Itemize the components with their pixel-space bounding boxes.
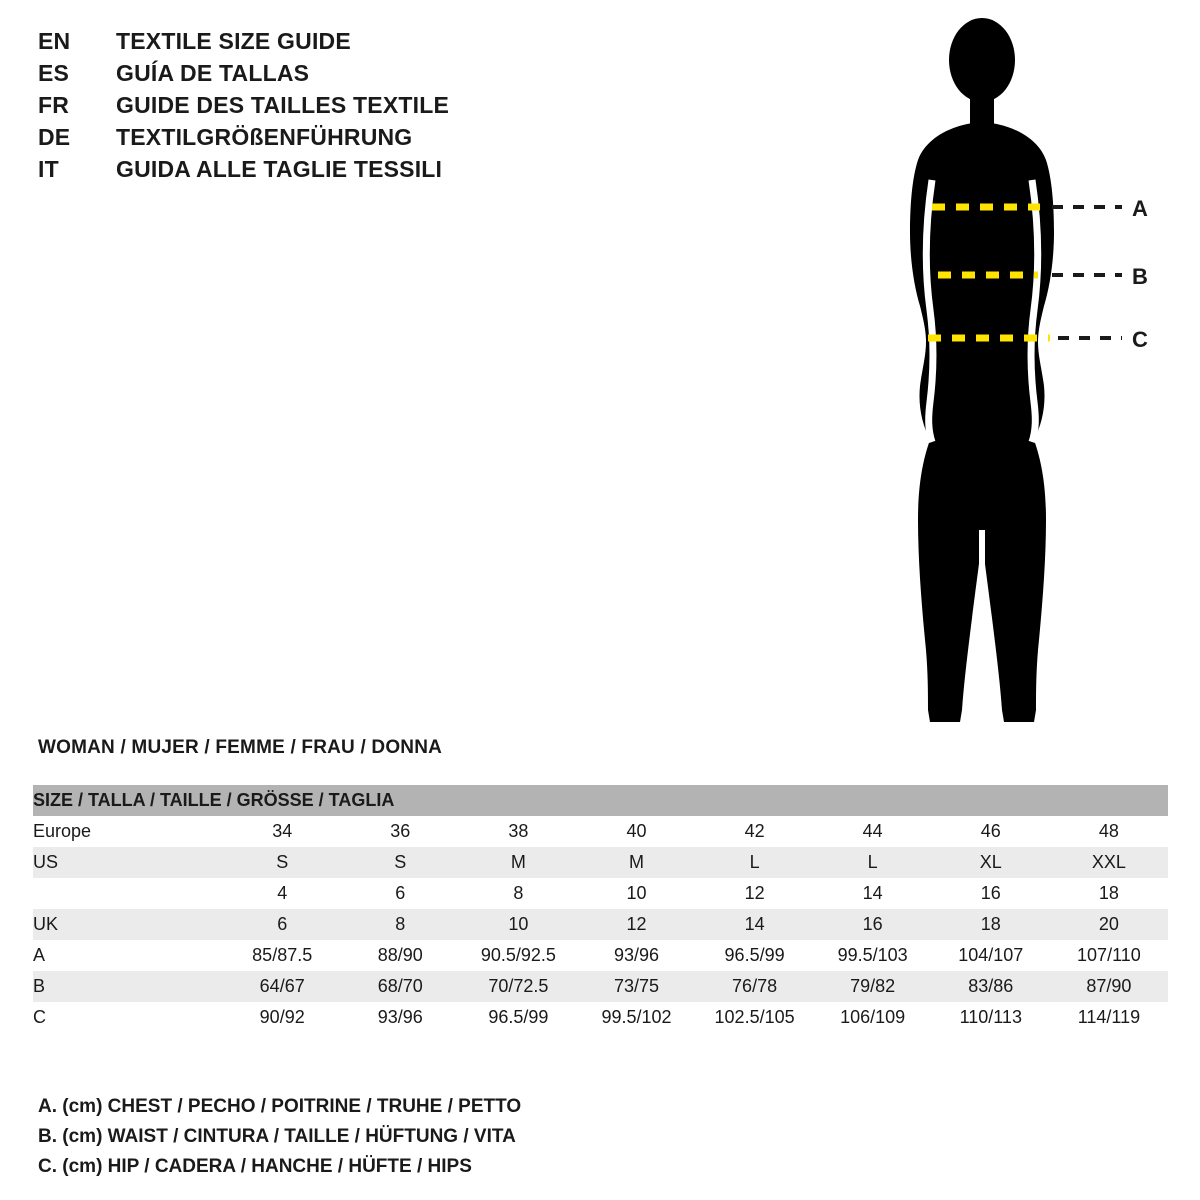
table-cell: 12 [744, 883, 765, 903]
table-cell: 93/96 [613, 945, 659, 965]
table-cell: 99.5/103 [837, 945, 908, 965]
title-row [38, 156, 598, 188]
table-cell: 64/67 [259, 976, 305, 996]
title-text: GUIDE DES TAILLES TEXTILE [116, 92, 449, 118]
title-text: GUÍA DE TALLAS [116, 60, 310, 86]
table-cell: 48 [1098, 821, 1119, 841]
table-cell: 79/82 [850, 976, 896, 996]
table-cell: 96.5/99 [724, 945, 785, 965]
female-silhouette-figure [860, 10, 1190, 750]
table-cell: 16 [980, 883, 1001, 903]
title-lang-code: ES [38, 60, 70, 86]
footnotes [38, 1092, 738, 1182]
title-text: TEXTILGRÖßENFÜHRUNG [116, 124, 413, 150]
footnote-hip: C. (cm) HIP / CADERA / HANCHE / HÜFTE / HIPS [38, 1156, 472, 1177]
table-cell: 73/75 [613, 976, 659, 996]
table-cell: 68/70 [377, 976, 423, 996]
table-cell: 6 [277, 914, 288, 934]
table-cell: 40 [626, 821, 647, 841]
table-cell: 104/107 [958, 945, 1024, 965]
leader-lines [1052, 207, 1122, 338]
table-cell: 42 [744, 821, 765, 841]
title-row [38, 92, 598, 124]
table-cell: 114/119 [1077, 1007, 1141, 1027]
table-cell: 44 [862, 821, 883, 841]
size-table [33, 785, 1168, 1033]
table-cell: 90.5/92.5 [480, 945, 556, 965]
table-cell: 110/113 [959, 1007, 1022, 1027]
section-heading: WOMAN / MUJER / FEMME / FRAU / DONNA [38, 737, 443, 758]
marker-label-b: B [1132, 264, 1148, 289]
title-text: TEXTILE SIZE GUIDE [116, 28, 351, 54]
table-cell: 87/90 [1086, 976, 1132, 996]
table-cell: 14 [744, 914, 765, 934]
title-row [38, 60, 598, 92]
row-label: B [33, 976, 46, 996]
row-label [33, 878, 223, 909]
silhouette-svg [860, 10, 1190, 750]
marker-label-a: A [1132, 196, 1148, 221]
footnote-chest: A. (cm) CHEST / PECHO / POITRINE / TRUHE / PETTO [38, 1096, 522, 1117]
table-cell: 14 [862, 883, 883, 903]
table-cell: M [628, 852, 644, 872]
table-row [33, 909, 1168, 940]
table-cell: S [394, 852, 407, 872]
table-cell: 18 [980, 914, 1001, 934]
table-cell: L [749, 852, 760, 872]
title-text: GUIDA ALLE TAGLIE TESSILI [116, 156, 443, 182]
title-lang-code: EN [38, 28, 71, 54]
table-cell: 8 [395, 914, 406, 934]
table-cell: S [276, 852, 289, 872]
title-lang-code: FR [38, 92, 70, 118]
table-cell: 90/92 [259, 1007, 305, 1027]
row-label: Europe [33, 821, 92, 841]
table-cell: 107/110 [1077, 945, 1141, 965]
table-cell: 20 [1098, 914, 1119, 934]
table-cell: 93/96 [377, 1007, 423, 1027]
table-cell: L [867, 852, 878, 872]
table-cell: 18 [1098, 883, 1119, 903]
marker-label-c: C [1132, 327, 1148, 352]
row-label: A [33, 945, 46, 965]
table-cell: 102.5/105 [714, 1007, 795, 1027]
title-block [38, 28, 598, 188]
table-cell: 10 [626, 883, 647, 903]
table-cell: 85/87.5 [252, 945, 313, 965]
row-label: C [33, 1007, 46, 1027]
table-cell: 38 [508, 821, 529, 841]
table-cell: 99.5/102 [601, 1007, 672, 1027]
table-cell: 46 [980, 821, 1001, 841]
title-row [38, 28, 598, 60]
table-header-cell: SIZE / TALLA / TAILLE / GRÖSSE / TAGLIA [33, 790, 395, 810]
table-cell: 36 [390, 821, 411, 841]
table-cell: 12 [626, 914, 647, 934]
row-label: UK [33, 914, 59, 934]
table-cell: 96.5/99 [488, 1007, 549, 1027]
title-lang-code: IT [38, 156, 59, 182]
table-cell: 10 [508, 914, 529, 934]
title-lang-code: DE [38, 124, 71, 150]
table-cell: 76/78 [732, 976, 778, 996]
table-cell: 4 [277, 883, 288, 903]
table-row [33, 847, 1168, 878]
table-cell: XXL [1091, 852, 1126, 872]
table-cell: 34 [272, 821, 293, 841]
table-header-row [33, 785, 1168, 816]
table-row [33, 971, 1168, 1002]
table-cell: 6 [395, 883, 406, 903]
table-cell: 16 [862, 914, 883, 934]
table-cell: 88/90 [377, 945, 423, 965]
row-label: US [33, 852, 59, 872]
table-row [33, 940, 1168, 971]
title-row [38, 124, 598, 156]
footnote-waist: B. (cm) WAIST / CINTURA / TAILLE / HÜFTUNG / VITA [38, 1126, 516, 1147]
table-row [33, 816, 1168, 847]
table-cell: 106/109 [840, 1007, 906, 1027]
table-cell: 70/72.5 [488, 976, 549, 996]
table-row [33, 878, 1168, 909]
table-cell: 83/86 [968, 976, 1014, 996]
table-cell: M [510, 852, 526, 872]
table-cell: XL [979, 852, 1002, 872]
table-row [33, 1002, 1168, 1033]
table-cell: 8 [513, 883, 524, 903]
